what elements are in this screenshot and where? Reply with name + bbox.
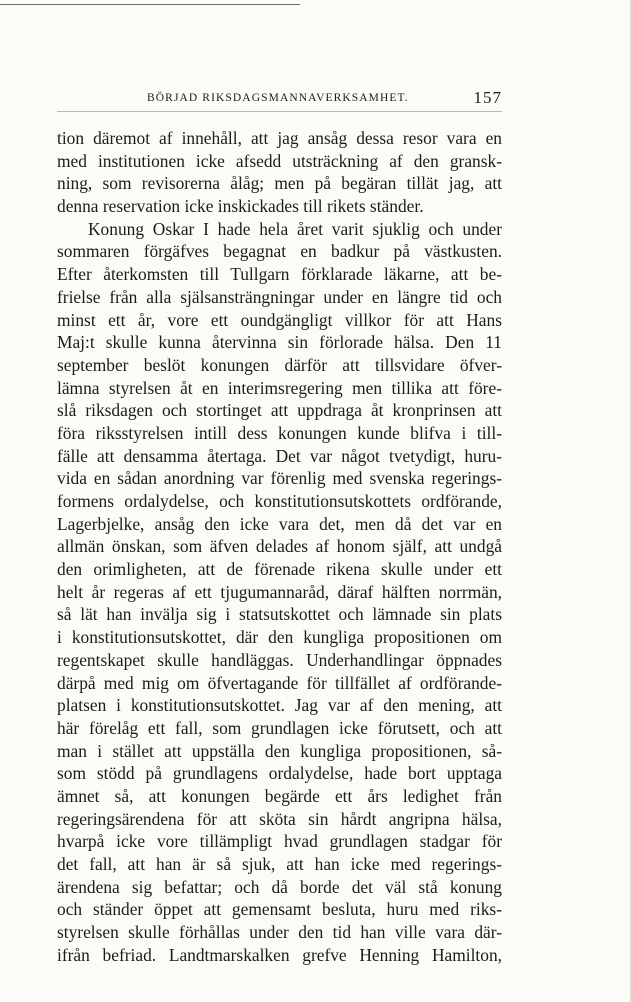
text-line: man i stället att uppställa den kungliga propositionen, så-	[57, 740, 502, 761]
text-line: slå riksdagen och stortinget att uppdraga åt kronprinsen att	[57, 400, 502, 421]
text-line: regeringsärendena för att sköta sin hårdt angripna hälsa,	[57, 808, 502, 829]
text-line: så lät han invälja sig i statsutskottet och lämnade sin plats	[57, 604, 502, 625]
text-line: lämna styrelsen åt en interimsregering men tillika att före-	[57, 377, 502, 398]
text-line: helt år regeras af ett tjugumannaråd, däraf hälften norrmän,	[57, 581, 502, 602]
running-header	[57, 88, 502, 112]
text-line: ning, som revisorerna ålåg; men på begäran tillät jag, att	[57, 173, 502, 194]
text-line: den orimligheten, att de förenade rikena skulle under ett	[57, 559, 502, 580]
text-line: här förelåg ett fall, som grundlagen icke förutsett, och att	[57, 717, 502, 738]
text-line: formens ordalydelse, och konstitutionsutskottets ordförande,	[57, 491, 502, 511]
text-line: ärendena sig befattar; och då borde det väl stå konung	[57, 876, 502, 897]
text-line: Maj:t skulle kunna återvinna sin förlorade hälsa. Den 11	[57, 332, 502, 353]
text-line: regentskapet skulle handläggas. Underhandlingar öppnades	[57, 649, 502, 670]
text-line: Lagerbjelke, ansåg den icke vara det, men då det var en	[57, 513, 502, 534]
text-line: Konung Oskar I hade hela året varit sjuklig och under	[88, 218, 502, 239]
body-text	[57, 127, 502, 966]
text-line: därpå med mig om öfvertagande för tillfället af ordförande-	[57, 672, 502, 693]
text-line: som stödd på grundlagens ordalydelse, hade bort upptaga	[57, 763, 502, 784]
header-rule	[57, 111, 502, 112]
text-line: ämnet så, att konungen begärde ett års ledighet från	[57, 785, 502, 806]
top-edge-rule	[0, 4, 300, 5]
page-number: 157	[473, 88, 502, 107]
text-line: minst ett år, vore ett oundgängligt villkor för att Hans	[57, 309, 502, 330]
text-line: frielse från alla själsansträngningar under en längre tid och	[57, 286, 502, 307]
text-line: styrelsen skulle förhållas under den tid han ville vara där-	[57, 922, 502, 943]
text-line: i konstitutionsutskottet, där den kungliga propositionen om	[57, 627, 502, 648]
text-line: och ständer öppet att gemensamt besluta, huru med riks-	[57, 899, 502, 920]
text-line: denna reservation icke inskickades till rikets ständer.	[57, 196, 424, 217]
text-line: platsen i konstitutionsutskottet. Jag var af den mening, att	[57, 695, 502, 716]
text-line: vida en sådan anordning var förenlig med svenska regerings-	[57, 468, 502, 489]
text-line: det fall, att han är så sjuk, att han icke med regerings-	[57, 854, 502, 874]
text-line: Efter återkomsten till Tullgarn förklarade läkarne, att be-	[57, 264, 502, 285]
text-line: september beslöt konungen därför att tillsvidare öfver-	[57, 354, 502, 375]
text-line: sommaren förgäfves begagnat en badkur på västkusten.	[57, 241, 502, 262]
text-line: med institutionen icke afsedd utsträckning af den gransk-	[57, 150, 502, 171]
text-line: fälle att densamma återtaga. Det var något tvetydigt, huru-	[57, 445, 502, 466]
text-line: ifrån befriad. Landtmarskalken grefve Henning Hamilton,	[57, 944, 502, 965]
text-line: föra riksstyrelsen intill dess konungen kunde blifva i till-	[57, 422, 502, 443]
text-line: tion däremot af innehåll, att jag ansåg dessa resor vara en	[57, 128, 502, 148]
text-line: allmän önskan, som äfven delades af honom själf, att undgå	[57, 536, 502, 557]
running-title: BÖRJAD RIKSDAGSMANNAVERKSAMHET.	[147, 92, 409, 104]
text-line: hvarpå icke vore tillämpligt hvad grundlagen stadgar för	[57, 831, 502, 852]
